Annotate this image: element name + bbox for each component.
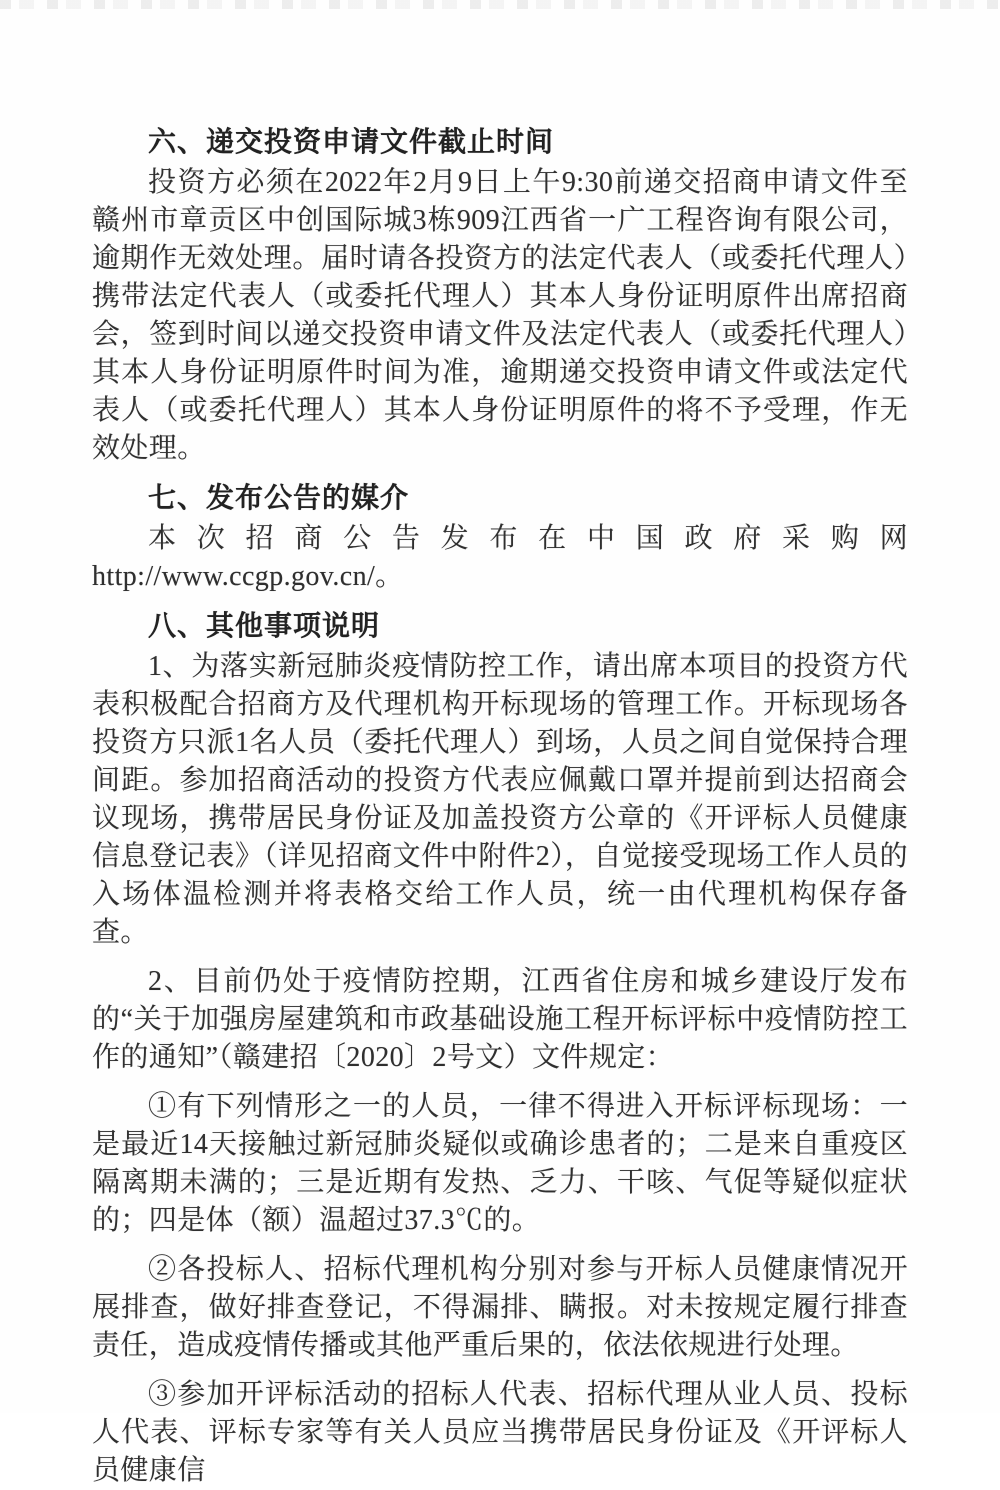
paragraph-submission-deadline: 投资方必须在2022年2月9日上午9:30前递交招商申请文件至赣州市章贡区中创国际城3栋909江西省一广工程咨询有限公司，逾期作无效处理。届时请各投资方的法定代表人（或委托代理人）携带法定代表人（或委托代理人）其本人身份证明原件出席招商会，签到时间以递交投资申请文件及法定代表人（或委托代理人）其本人身份证明原件时间为准，逾期递交投资申请文件或法定代表人（或委托代理人）其本人身份证明原件的将不予受理，作无效处理。: [92, 167, 908, 464]
section-heading-announcement-media: 七、发布公告的媒介: [148, 482, 410, 513]
paragraph-covid-rule-1: ①有下列情形之一的人员，一律不得进入开标评标现场：一是最近14天接触过新冠肺炎疑似或确诊患者的；二是来自重疫区隔离期未满的；三是近期有发热、乏力、干咳、气促等疑似症状的；四是体（额）温超过37.3℃的。: [92, 1091, 908, 1236]
section-heading-other-matters: 八、其他事项说明: [148, 610, 381, 641]
paragraph-covid-item-1: 1、为落实新冠肺炎疫情防控工作，请出席本项目的投资方代表积极配合招商方及代理机构开标现场的管理工作。开标现场各投资方只派1名人员（委托代理人）到场，人员之间自觉保持合理间距。参加招商活动的投资方代表应佩戴口罩并提前到达招商会议现场，携带居民身份证及加盖投资方公章的《开评标人员健康信息登记表》（详见招商文件中附件2），自觉接受现场工作人员的入场体温检测并将表格交给工作人员，统一由代理机构保存备查。: [92, 651, 908, 948]
section-submission-deadline: [92, 123, 908, 468]
section-heading-submission-deadline: 六、递交投资申请文件截止时间: [148, 126, 555, 157]
section-other-matters: [92, 607, 908, 1490]
paragraph-covid-rule-2: ②各投标人、招标代理机构分别对参与开标人员健康情况开展排查，做好排查登记，不得漏排、瞒报。对未按规定履行排查责任，造成疫情传播或其他严重后果的，依法依规进行处理。: [92, 1254, 908, 1361]
scan-artifact-top-edge: [0, 0, 1000, 9]
paragraph-announcement-media: 本次招商公告发布在中国政府采购网http://www.ccgp.gov.cn/。: [92, 523, 908, 592]
paragraph-covid-item-2: 2、目前仍处于疫情防控期，江西省住房和城乡建设厅发布的“关于加强房屋建筑和市政基础设施工程开标评标中疫情防控工作的通知”（赣建招〔2020〕2号文）文件规定：: [92, 966, 908, 1073]
section-announcement-media: [92, 479, 908, 596]
paragraph-covid-rule-3: ③参加开评标活动的招标人代表、招标代理从业人员、投标人代表、评标专家等有关人员应当携带居民身份证及《开评标人员健康信: [92, 1379, 908, 1486]
